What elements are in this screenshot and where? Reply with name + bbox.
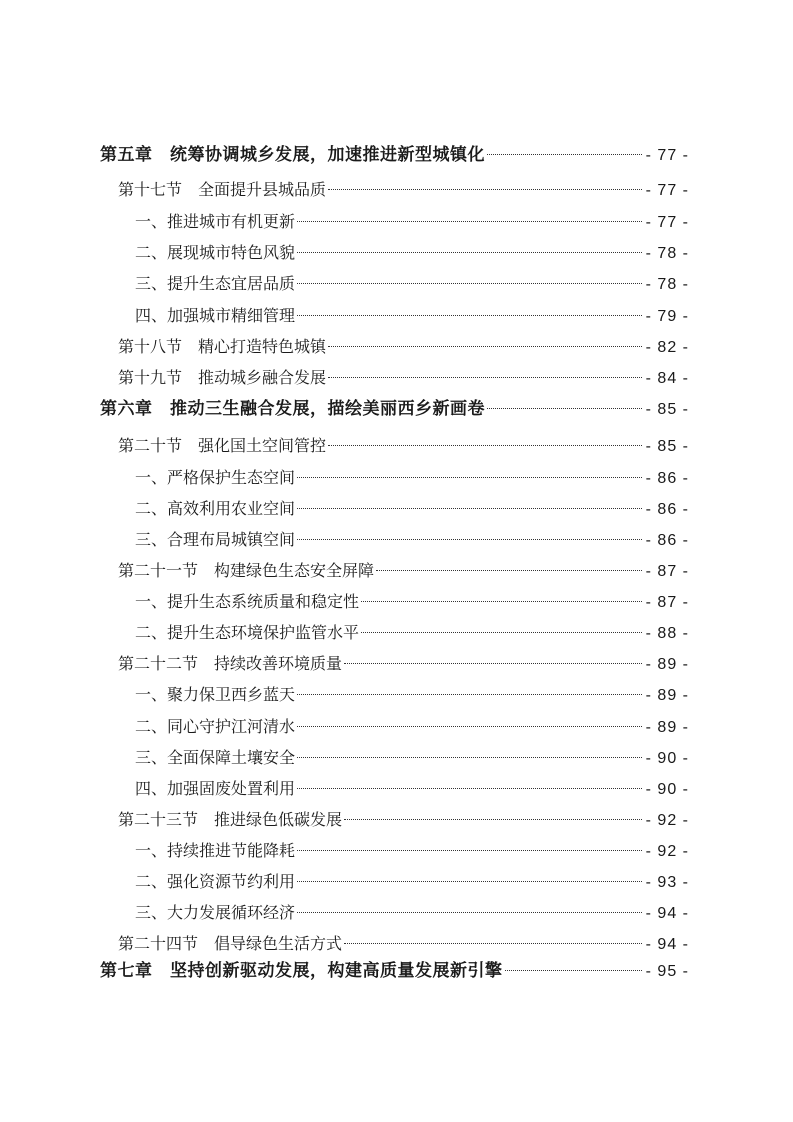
toc-entry-title: 三、提升生态宜居品质 <box>135 274 296 293</box>
toc-entry-page-number: - 84 - <box>645 370 689 387</box>
dot-leader <box>361 632 642 633</box>
toc-entry-title: 三、大力发展循环经济 <box>135 903 296 922</box>
toc-entry-page-number: - 89 - <box>645 656 689 673</box>
toc-entry-title: 第十七节 全面提升县城品质 <box>118 180 327 199</box>
toc-entry-title: 二、提升生态环境保护监管水平 <box>135 623 360 642</box>
toc-entry-title: 第二十一节 构建绿色生态安全屏障 <box>118 561 375 580</box>
toc-entry-page-number: - 85 - <box>645 438 689 455</box>
toc-item-entry <box>135 715 689 739</box>
toc-entry-page-number: - 86 - <box>645 470 689 487</box>
toc-section-entry <box>118 652 689 676</box>
toc-section-entry <box>118 434 689 458</box>
toc-entry-page-number: - 78 - <box>645 276 689 293</box>
toc-entry-title: 一、提升生态系统质量和稳定性 <box>135 592 360 611</box>
toc-entry-title: 一、持续推进节能降耗 <box>135 841 296 860</box>
toc-entry-title: 第十九节 推动城乡融合发展 <box>118 368 327 387</box>
toc-entry-title: 二、同心守护江河清水 <box>135 717 296 736</box>
dot-leader <box>297 694 642 695</box>
dot-leader <box>361 601 642 602</box>
toc-entry-page-number: - 77 - <box>645 214 689 231</box>
toc-entry-title: 第二十二节 持续改善环境质量 <box>118 654 343 673</box>
toc-entry-page-number: - 86 - <box>645 501 689 518</box>
dot-leader <box>297 788 642 789</box>
toc-item-entry <box>135 870 689 894</box>
toc-entry-page-number: - 89 - <box>645 687 689 704</box>
toc-entry-page-number: - 82 - <box>645 339 689 356</box>
toc-item-entry <box>135 901 689 925</box>
dot-leader <box>487 154 642 155</box>
dot-leader <box>505 970 642 971</box>
toc-entry-title: 一、严格保护生态空间 <box>135 468 296 487</box>
toc-entry-page-number: - 92 - <box>645 812 689 829</box>
dot-leader <box>344 819 642 820</box>
toc-entry-page-number: - 87 - <box>645 563 689 580</box>
toc-entry-title: 第七章 坚持创新驱动发展，构建高质量发展新引擎 <box>100 961 503 981</box>
toc-chapter-entry <box>100 959 689 983</box>
toc-item-entry <box>135 497 689 521</box>
toc-entry-title: 二、高效利用农业空间 <box>135 499 296 518</box>
toc-entry-title: 第六章 推动三生融合发展，描绘美丽西乡新画卷 <box>100 399 485 419</box>
toc-entry-page-number: - 94 - <box>645 905 689 922</box>
dot-leader <box>297 850 642 851</box>
dot-leader <box>297 283 642 284</box>
toc-entry-page-number: - 95 - <box>645 963 689 980</box>
dot-leader <box>328 377 642 378</box>
toc-entry-page-number: - 78 - <box>645 245 689 262</box>
dot-leader <box>328 346 642 347</box>
dot-leader <box>376 570 642 571</box>
toc-section-entry <box>118 932 689 956</box>
toc-entry-page-number: - 77 - <box>645 182 689 199</box>
toc-entry-title: 一、推进城市有机更新 <box>135 212 296 231</box>
toc-chapter-entry <box>100 397 689 421</box>
toc-entry-page-number: - 79 - <box>645 308 689 325</box>
toc-entry-page-number: - 93 - <box>645 874 689 891</box>
toc-section-entry <box>118 366 689 390</box>
dot-leader <box>297 477 642 478</box>
toc-entry-page-number: - 92 - <box>645 843 689 860</box>
toc-item-entry <box>135 683 689 707</box>
toc-entry-title: 第十八节 精心打造特色城镇 <box>118 337 327 356</box>
dot-leader <box>297 508 642 509</box>
dot-leader <box>297 757 642 758</box>
toc-chapter-entry <box>100 143 689 167</box>
toc-entry-page-number: - 90 - <box>645 750 689 767</box>
toc-item-entry <box>135 210 689 234</box>
toc-item-entry <box>135 528 689 552</box>
toc-entry-page-number: - 89 - <box>645 719 689 736</box>
toc-item-entry <box>135 272 689 296</box>
toc-entry-title: 第二十三节 推进绿色低碳发展 <box>118 810 343 829</box>
toc-item-entry <box>135 621 689 645</box>
toc-entry-title: 四、加强固废处置利用 <box>135 779 296 798</box>
toc-item-entry <box>135 241 689 265</box>
toc-entry-title: 第二十节 强化国土空间管控 <box>118 436 327 455</box>
dot-leader <box>297 912 642 913</box>
toc-section-entry <box>118 808 689 832</box>
dot-leader <box>297 315 642 316</box>
toc-item-entry <box>135 777 689 801</box>
dot-leader <box>328 445 642 446</box>
dot-leader <box>297 726 642 727</box>
toc-entry-page-number: - 88 - <box>645 625 689 642</box>
toc-entry-title: 三、合理布局城镇空间 <box>135 530 296 549</box>
toc-section-entry <box>118 559 689 583</box>
toc-entry-title: 一、聚力保卫西乡蓝天 <box>135 685 296 704</box>
toc-item-entry <box>135 746 689 770</box>
toc-entry-page-number: - 85 - <box>645 401 689 418</box>
dot-leader <box>487 408 642 409</box>
toc-entry-title: 二、强化资源节约利用 <box>135 872 296 891</box>
toc-section-entry <box>118 178 689 202</box>
toc-section-entry <box>118 335 689 359</box>
toc-entry-title: 二、展现城市特色风貌 <box>135 243 296 262</box>
toc-item-entry <box>135 839 689 863</box>
dot-leader <box>328 189 642 190</box>
toc-entry-page-number: - 94 - <box>645 936 689 953</box>
dot-leader <box>344 943 642 944</box>
dot-leader <box>297 221 642 222</box>
toc-entry-page-number: - 77 - <box>645 147 689 164</box>
toc-entry-title: 四、加强城市精细管理 <box>135 306 296 325</box>
toc-item-entry <box>135 590 689 614</box>
toc-entry-title: 第五章 统筹协调城乡发展，加速推进新型城镇化 <box>100 145 485 165</box>
toc-item-entry <box>135 304 689 328</box>
toc-entry-title: 三、全面保障土壤安全 <box>135 748 296 767</box>
toc-entry-page-number: - 86 - <box>645 532 689 549</box>
toc-item-entry <box>135 466 689 490</box>
dot-leader <box>297 252 642 253</box>
dot-leader <box>297 539 642 540</box>
toc-entry-page-number: - 90 - <box>645 781 689 798</box>
toc-entry-title: 第二十四节 倡导绿色生活方式 <box>118 934 343 953</box>
dot-leader <box>344 663 642 664</box>
dot-leader <box>297 881 642 882</box>
toc-entry-page-number: - 87 - <box>645 594 689 611</box>
